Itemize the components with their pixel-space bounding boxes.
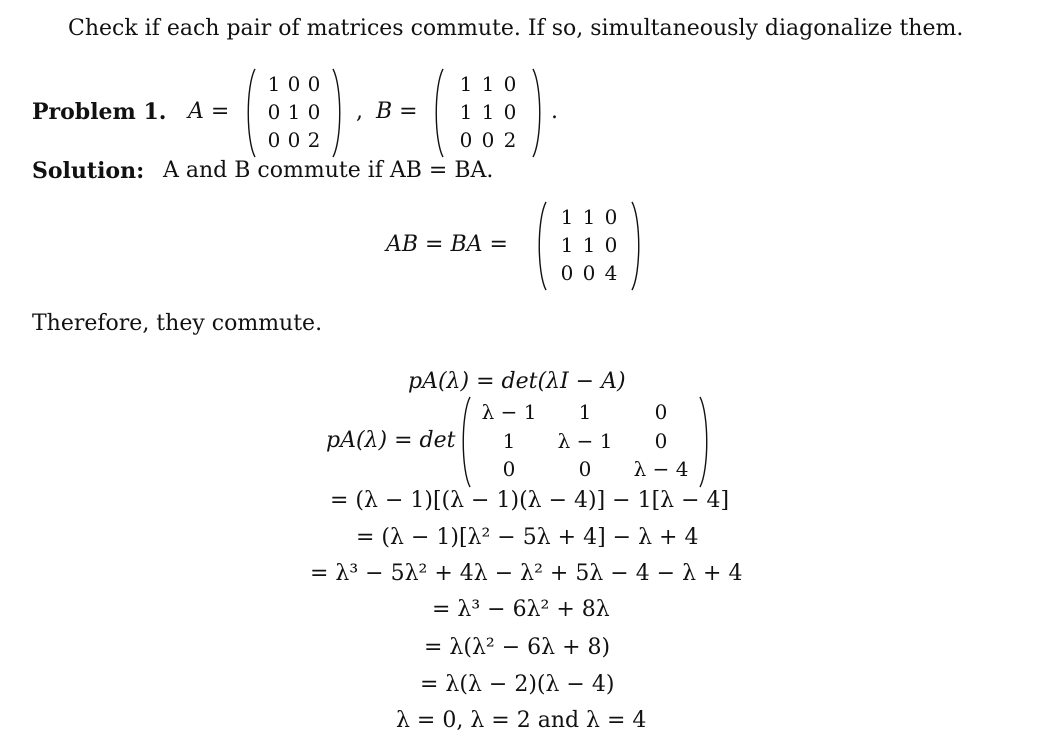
matrix-cell: 0 [578, 457, 592, 482]
problem-label: Problem 1. [32, 99, 167, 125]
matrix-cell: 4 [604, 261, 618, 285]
left-paren [535, 201, 547, 291]
charpoly-det-prefix: pA(λ) = det [326, 428, 456, 453]
det-matrix [459, 396, 711, 488]
right-paren [631, 201, 643, 291]
matrix-cell: λ − 1 [557, 428, 613, 453]
matrix-cell: 0 [503, 72, 517, 96]
matrix-cell: 0 [267, 128, 281, 152]
matrix-cell: 0 [267, 100, 281, 124]
matrix-a-prefix: A = [188, 99, 230, 124]
step-4: = λ³ − 6λ² + 8λ [432, 597, 610, 622]
matrix-cell: 0 [287, 72, 301, 96]
matrix-cell: λ − 4 [633, 457, 689, 482]
step-2: = (λ − 1)[λ² − 5λ + 4] − λ + 4 [356, 525, 699, 550]
instruction-text: Check if each pair of matrices commute. If so, simultaneously diagonalize them. [68, 16, 964, 41]
matrix-separator: , [356, 99, 363, 124]
matrix-cell: 0 [582, 261, 596, 285]
step-5: = λ(λ² − 6λ + 8) [424, 635, 611, 660]
solution-text: A and B commute if AB = BA. [163, 158, 494, 183]
matrix-b-prefix: B = [376, 99, 418, 124]
matrix-cell: 0 [307, 100, 321, 124]
matrix-cell: 0 [287, 128, 301, 152]
matrix-cell: 1 [582, 205, 596, 229]
matrix-cell: 2 [307, 128, 321, 152]
matrix-cell: 1 [481, 72, 495, 96]
matrix-cell: 0 [502, 457, 516, 482]
matrix-cell: 1 [502, 428, 516, 453]
eigenvalues-line: λ = 0, λ = 2 and λ = 4 [396, 708, 647, 733]
matrix-cell: 2 [503, 128, 517, 152]
matrix-cell: 1 [459, 100, 473, 124]
matrix-cell: 1 [459, 72, 473, 96]
left-paren [459, 396, 471, 488]
matrix-cell: 1 [481, 100, 495, 124]
matrix-cell: 0 [654, 400, 668, 424]
matrix-cell: 1 [582, 233, 596, 257]
matrix-cell: 0 [654, 428, 668, 453]
matrix-ab [535, 201, 643, 291]
matrix-b [432, 68, 544, 158]
step-3: = λ³ − 5λ² + 4λ − λ² + 5λ − 4 − λ + 4 [310, 561, 743, 586]
period: . [551, 99, 558, 124]
matrix-cell: 1 [560, 205, 574, 229]
matrix-cell: 0 [481, 128, 495, 152]
matrix-cell: 0 [560, 261, 574, 285]
matrix-cell: 0 [604, 205, 618, 229]
matrix-cell: λ − 1 [481, 400, 537, 424]
ab-ba-prefix: AB = BA = [386, 232, 508, 257]
step-1: = (λ − 1)[(λ − 1)(λ − 4)] − 1[λ − 4] [330, 488, 730, 513]
right-paren [332, 68, 344, 158]
matrix-a [244, 68, 344, 158]
right-paren [532, 68, 544, 158]
matrix-cell: 1 [267, 72, 281, 96]
left-paren [244, 68, 256, 158]
matrix-cell: 1 [578, 400, 592, 424]
matrix-cell: 0 [307, 72, 321, 96]
left-paren [432, 68, 444, 158]
step-6: = λ(λ − 2)(λ − 4) [420, 672, 615, 697]
matrix-cell: 1 [560, 233, 574, 257]
solution-label: Solution: [32, 158, 145, 184]
matrix-cell: 0 [503, 100, 517, 124]
charpoly-definition: pA(λ) = det(λI − A) [408, 369, 626, 394]
matrix-cell: 0 [604, 233, 618, 257]
matrix-cell: 1 [287, 100, 301, 124]
right-paren [699, 396, 711, 488]
matrix-cell: 0 [459, 128, 473, 152]
conclusion-text: Therefore, they commute. [32, 311, 323, 336]
